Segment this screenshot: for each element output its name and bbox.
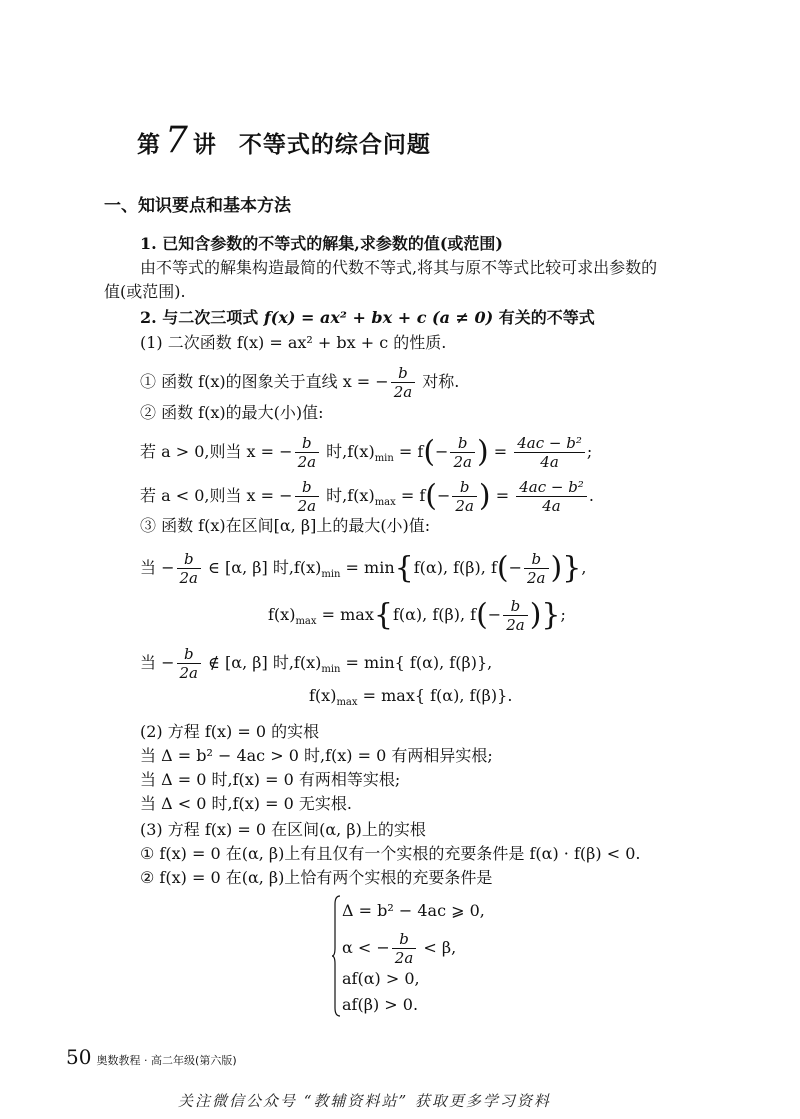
subsection-3: (3) 方程 f(x) = 0 在区间(α, β)上的实根 [140, 820, 426, 839]
vertex-not-in-interval-max: $f(x)_{max} = \max${ f(α), f(β)}. [309, 686, 513, 709]
vertex-in-interval-max: $f(x)_{max} = \max\{f(\alpha)$, f(β), f(− $\frac{b}{2a}$ )}; [268, 597, 566, 634]
fraction-b-over-2a: $\frac{b}{2a}$ [391, 364, 416, 401]
system-line-beta: af(β) > 0. [342, 995, 419, 1014]
system-line-discriminant: Δ = b² − 4ac ⩾ 0, [342, 901, 485, 920]
case-a-positive: 若 a > 0,则当 x = − $\frac{b}{2a}$ 时$,f(x)_{min} = f(-$ $\frac{b}{2a}$ ) = $\frac{\text{4ac − b²}}{4a}$ ; [140, 434, 593, 471]
chapter-title: 第 7 讲 不等式的综合问题 [137, 120, 431, 161]
roots-distinct: 当 Δ = b² − 4ac > 0 时,f(x) = 0 有两相异实根; [140, 746, 493, 765]
roots-none: 当 Δ < 0 时,f(x) = 0 无实根. [140, 794, 352, 813]
page-number: 50 [66, 1045, 92, 1069]
item-symmetry: ① 函数 f(x)的图象关于直线 x = − $\frac{b}{2a}$ 对称. [140, 364, 460, 401]
quadratic-expression: f(x) = ax² + bx + c (a ≠ 0) [263, 308, 494, 327]
page-footer [66, 1045, 237, 1069]
roots-equal: 当 Δ = 0 时,f(x) = 0 有两相等实根; [140, 770, 401, 789]
item-interval: ③ 函数 f(x)在区间[α, β]上的最大(小)值: [140, 516, 431, 535]
topic1-body-line1: 由不等式的解集构造最简的代数不等式,将其与原不等式比较可求出参数的 [140, 258, 658, 277]
topic2-heading: 2. 与二次三项式 f(x) = ax² + bx + c (a ≠ 0) 有关的不等式 [140, 308, 595, 327]
topic1-body-line2: 值(或范围). [104, 282, 186, 301]
system-line-alpha: af(α) > 0, [342, 969, 420, 988]
system-brace [332, 892, 342, 1020]
condition-one-root: ① f(x) = 0 在(α, β)上有且仅有一个实根的充要条件是 f(α) · f(β) < 0. [140, 844, 641, 863]
case-a-negative: 若 a < 0,则当 x = − $\frac{b}{2a}$ 时$,f(x)_{max} = f(-$ $\frac{b}{2a}$ ) = $\frac{\text{4ac − b²}}{4a}$ . [140, 478, 594, 515]
topic1-heading: 1. 已知含参数的不等式的解集,求参数的值(或范围) [140, 234, 503, 253]
subsection-2: (2) 方程 f(x) = 0 的实根 [140, 722, 320, 741]
vertex-in-interval-min: 当 − $\frac{b}{2a}$ ∈ [α, β] 时$,f(x)_{min} = \min\{f(\alpha)$, f(β), f(− $\frac{b}{2a}$ )}, [140, 550, 587, 587]
section-heading: 一、知识要点和基本方法 [104, 196, 291, 216]
subsection-1: (1) 二次函数 f(x) = ax² + bx + c 的性质. [140, 333, 447, 352]
condition-system [332, 892, 502, 1020]
vertex-not-in-interval-min: 当 − $\frac{b}{2a}$ ∉ [α, β] 时$,f(x)_{min} = \min${ f(α), f(β)}, [140, 645, 493, 682]
system-line-vertex: α < − $\frac{b}{2a}$ < β, [342, 930, 457, 967]
book-title: 奥数教程 · 高二年级(第六版) [96, 1054, 237, 1067]
watermark-text: 关注微信公众号 “教辅资料站” 获取更多学习资料 [178, 1092, 551, 1110]
condition-two-roots: ② f(x) = 0 在(α, β)上恰有两个实根的充要条件是 [140, 868, 493, 887]
item-extremum: ② 函数 f(x)的最大(小)值: [140, 403, 324, 422]
